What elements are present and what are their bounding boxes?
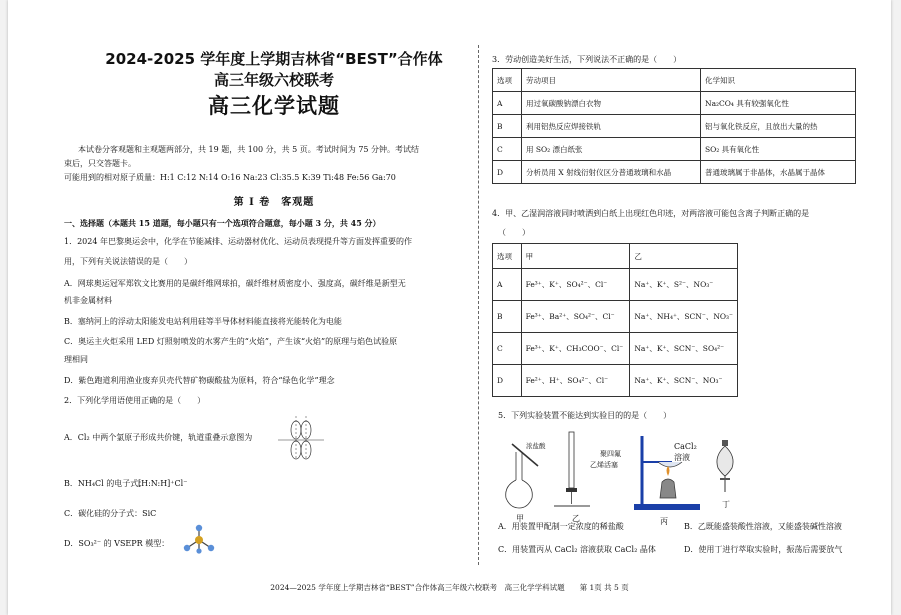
table-cell: 用过氧碳酸钠漂白衣物 xyxy=(522,92,701,115)
section-title: 第 I 卷 客观题 xyxy=(233,197,315,208)
q3-table xyxy=(492,68,856,184)
q4-table xyxy=(492,243,738,397)
label-yi: 乙 xyxy=(572,514,580,523)
table-cell: Na⁺、K⁺、S²⁻、NO₃⁻ xyxy=(630,269,738,301)
q4-stem-line1: 4．甲、乙湿润溶液同时喷洒到白纸上出现红色印迹，对两溶液可能包含离子判断正确的是 xyxy=(492,209,810,218)
q2-option-a: A．Cl₂ 中两个氯原子形成共价键，轨道重叠示意图为 xyxy=(64,433,253,442)
q1-option-a-line1: A．网球奥运冠军郑钦文比赛用的是碳纤维网球拍，碳纤维材质密度小、强度高，碳纤维是新型无 xyxy=(64,279,406,288)
q5-option-c: C．用装置丙从 CaCl₂ 溶液获取 CaCl₂ 晶体 xyxy=(498,545,656,554)
q1-option-c-line2: 理相同 xyxy=(64,355,88,364)
q1-option-d: D．紫色跑道利用渔业废弃贝壳代替矿物碳酸盐为原料，符合“绿色化学”理念 xyxy=(64,376,335,385)
table-header-row xyxy=(493,244,738,269)
table-row xyxy=(493,115,856,138)
exam-page xyxy=(8,0,891,615)
q1-stem-line1: 1．2024 年巴黎奥运会中，化学在节能减排、运动器材优化、运动员表现提升等方面发挥重要的作 xyxy=(64,237,412,246)
table-cell: A xyxy=(493,92,522,115)
table-cell: D xyxy=(493,365,522,397)
q1-option-b: B．塞纳河上的浮动太阳能发电站利用硅等半导体材料能直接将光能转化为电能 xyxy=(64,317,342,326)
table-cell: Fe³⁺、K⁺、CH₃COO⁻、Cl⁻ xyxy=(521,333,630,365)
intro-line2: 束后，只交答题卡。 xyxy=(64,159,136,168)
vsepr-model-figure xyxy=(182,524,216,554)
q2-option-b-label: B．NH₄Cl 的电子式： xyxy=(64,479,147,488)
table-header-cell: 选项 xyxy=(493,69,522,92)
table-row xyxy=(493,333,738,365)
table-header-cell: 甲 xyxy=(521,244,630,269)
table-row xyxy=(493,138,856,161)
table-row xyxy=(493,301,738,333)
tag-concentrated-acid: 浓盐酸 xyxy=(526,442,546,450)
atomic-mass-line: 可能用到的相对原子质量：H:1 C:12 N:14 O:16 Na:23 Cl:35.5 K:39 Ti:48 Fe:56 Ga:70 xyxy=(64,173,396,182)
orbital-overlap-figure xyxy=(276,412,326,460)
intro-line1: 本试卷分客观题和主观题两部分，共 19 题，共 100 分，共 5 页。考试时间为 75 分钟。考试结 xyxy=(78,145,420,154)
exam-title-line1: 2024-2025 学年度上学期吉林省“BEST”合作体 xyxy=(105,50,443,68)
q2-stem: 2．下列化学用语使用正确的是（ ） xyxy=(64,396,206,405)
q1-option-a-line2: 机非金属材料 xyxy=(64,296,112,305)
table-cell: Na₂CO₄ 具有较强氧化性 xyxy=(701,92,856,115)
table-header-row xyxy=(493,69,856,92)
tag-cacl2-solution: 溶液 xyxy=(674,453,690,462)
table-row xyxy=(493,269,738,301)
table-cell: Na⁺、K⁺、SCN⁻、NO₃⁻ xyxy=(630,365,738,397)
table-row xyxy=(493,365,738,397)
tag-cacl2: CaCl₂ xyxy=(674,442,697,451)
table-cell: Na⁺、NH₄⁺、SCN⁻、NO₃⁻ xyxy=(630,301,738,333)
label-bing: 丙 xyxy=(660,517,668,526)
table-cell: 普通玻璃属于非晶体，水晶属于晶体 xyxy=(701,161,856,184)
apparatus-ding-separatory-funnel xyxy=(710,438,740,494)
table-cell: SO₂ 具有氧化性 xyxy=(701,138,856,161)
tag-ptfe-line2: 乙烯活塞 xyxy=(590,461,618,469)
label-ding: 丁 xyxy=(722,500,730,509)
tag-ptfe-line1: 聚四氟 xyxy=(600,450,621,458)
table-cell: 利用铝热反应焊接铁轨 xyxy=(522,115,701,138)
page-footer: 2024—2025 学年度上学期吉林省“BEST”合作体高三年级六校联考 高三化学学科试题 第 1页 共 5 页 xyxy=(270,583,629,592)
table-header-cell: 乙 xyxy=(630,244,738,269)
q5-stem: 5．下列实验装置不能达到实验目的的是（ ） xyxy=(498,411,672,420)
exam-title-main: 高三化学试题 xyxy=(208,94,340,118)
apparatus-yi-burette xyxy=(552,430,592,510)
q1-option-c-line1: C．奥运主火炬采用 LED 灯照射喷发的水雾产生的“火焰”，产生该“火焰”的原理与焰色试验原 xyxy=(64,337,398,346)
table-header-cell: 劳动项目 xyxy=(522,69,701,92)
q4-stem-line2: （ ） xyxy=(498,228,530,237)
table-cell: Fe³⁺、K⁺、SO₄²⁻、Cl⁻ xyxy=(521,269,630,301)
table-cell: D xyxy=(493,161,522,184)
table-cell: Fe²⁺、H⁺、SO₄²⁻、Cl⁻ xyxy=(521,365,630,397)
column-divider xyxy=(478,45,479,565)
table-header-cell: 选项 xyxy=(493,244,522,269)
q5-option-b: B．乙既能盛装酸性溶液，又能盛装碱性溶液 xyxy=(684,522,842,531)
q2-option-d: D．SO₃²⁻ 的 VSEPR 模型： xyxy=(64,539,170,548)
table-row xyxy=(493,92,856,115)
q2-option-b-formula: [H:N:H]⁺Cl⁻ xyxy=(138,479,188,488)
label-jia: 甲 xyxy=(516,514,524,523)
table-cell: Na⁺、K⁺、SCN⁻、SO₄²⁻ xyxy=(630,333,738,365)
q5-option-d: D．使用丁进行萃取实验时，振荡后需要放气 xyxy=(684,545,843,554)
table-cell: B xyxy=(493,115,522,138)
q3-stem: 3．劳动创造美好生活，下列说法不正确的是（ ） xyxy=(492,55,682,64)
table-cell: Fe³⁺、Ba²⁺、SO₄²⁻、Cl⁻ xyxy=(521,301,630,333)
table-cell: C xyxy=(493,333,522,365)
table-cell: 用 SO₂ 漂白纸张 xyxy=(522,138,701,161)
table-cell: 铝与氧化铁反应，且放出大量的热 xyxy=(701,115,856,138)
q5-option-a: A．用装置甲配制一定浓度的稀盐酸 xyxy=(498,522,624,531)
table-row xyxy=(493,161,856,184)
q1-stem-line2: 用，下列有关说法错误的是（ ） xyxy=(64,257,192,266)
table-cell: A xyxy=(493,269,522,301)
table-header-cell: 化学知识 xyxy=(701,69,856,92)
table-cell: 分析员用 X 射线衍射仪区分普通玻璃和水晶 xyxy=(522,161,701,184)
exam-title-line2: 高三年级六校联考 xyxy=(213,71,334,89)
table-cell: C xyxy=(493,138,522,161)
table-cell: B xyxy=(493,301,522,333)
q2-option-c: C．碳化硅的分子式：SiC xyxy=(64,509,157,518)
part1-heading: 一、选择题（本题共 15 道题，每小题只有一个选项符合题意，每小题 3 分，共 45 分） xyxy=(64,218,381,228)
